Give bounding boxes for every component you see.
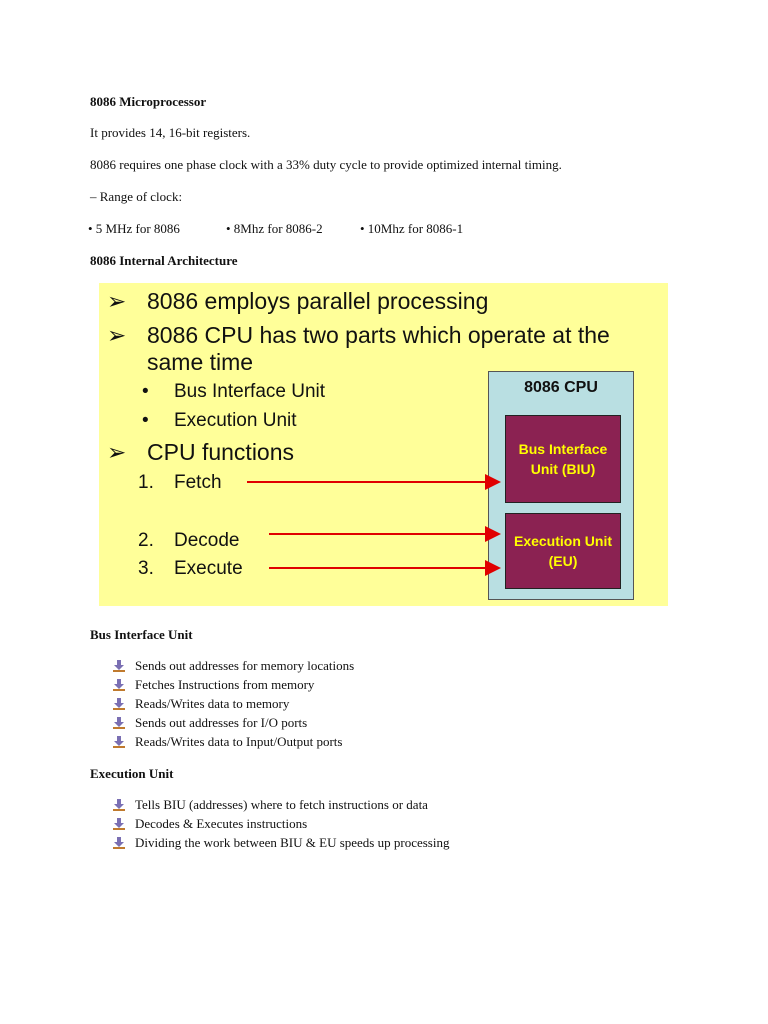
clock-item-8086-2: • 8Mhz for 8086-2 [226, 221, 323, 236]
slide-line-two-parts: 8086 CPU has two parts which operate at the [147, 322, 610, 348]
list-item [113, 795, 449, 814]
bullet-icon [113, 837, 125, 849]
list-item [113, 713, 354, 732]
fetch-number: 1. [138, 472, 154, 493]
slide-line-same-time: same time [147, 349, 254, 375]
eu-item: Dividing the work between BIU & EU speeds up processing [135, 835, 450, 850]
eu-item: Tells BIU (addresses) where to fetch instructions or data [135, 797, 428, 812]
decode-label: Decode [174, 530, 240, 551]
slide-arrow-bullet: ➢ [107, 288, 127, 314]
biu-heading: Bus Interface Unit [90, 627, 193, 642]
slide-dot-bullet: • [142, 410, 149, 431]
biu-item: Sends out addresses for memory locations [135, 658, 355, 673]
list-item [113, 675, 354, 694]
biu-item: Fetches Instructions from memory [135, 677, 315, 692]
arch-heading: 8086 Internal Architecture [90, 253, 238, 268]
execute-label: Execute [174, 558, 243, 579]
biu-block-line2: Unit (BIU) [530, 461, 596, 477]
clock-text: 8086 requires one phase clock with a 33% duty cycle to provide optimized internal timing. [90, 157, 562, 172]
slide-arrow-bullet: ➢ [107, 439, 127, 465]
clock-item-8086-1: • 10Mhz for 8086-1 [360, 221, 464, 236]
list-item [113, 732, 354, 751]
doc-title: 8086 Microprocessor [90, 94, 207, 109]
eu-block-line1: Execution Unit [513, 533, 612, 549]
eu-heading: Execution Unit [90, 766, 174, 781]
bullet-icon [113, 717, 125, 729]
slide-dot-bullet: • [142, 381, 149, 402]
biu-block-line1: Bus Interface [518, 441, 608, 457]
slide-arrow-bullet: ➢ [107, 322, 127, 348]
slide-line-parallel: 8086 employs parallel processing [147, 288, 489, 314]
list-item [113, 694, 354, 713]
eu-block-line2: (EU) [548, 553, 578, 569]
architecture-slide [99, 283, 668, 606]
slide-sub-biu: Bus Interface Unit [174, 381, 326, 402]
bullet-icon [113, 736, 125, 748]
biu-item: Reads/Writes data to memory [135, 696, 290, 711]
bullet-icon [113, 799, 125, 811]
clock-item-8086: • 5 MHz for 8086 [88, 221, 180, 236]
biu-list [113, 656, 354, 751]
biu-item: Reads/Writes data to Input/Output ports [135, 734, 343, 749]
registers-text: It provides 14, 16-bit registers. [90, 125, 251, 140]
bullet-icon [113, 660, 125, 672]
slide-line-cpu-functions: CPU functions [147, 439, 295, 465]
execute-number: 3. [138, 558, 154, 579]
bullet-icon [113, 679, 125, 691]
decode-number: 2. [138, 530, 154, 551]
clock-range-label: – Range of clock: [90, 189, 183, 204]
cpu-title: 8086 CPU [524, 379, 598, 396]
list-item [113, 656, 354, 675]
list-item [113, 833, 449, 852]
biu-item: Sends out addresses for I/O ports [135, 715, 308, 730]
slide-sub-eu: Execution Unit [174, 410, 297, 431]
function-arrows [99, 283, 668, 606]
bullet-icon [113, 698, 125, 710]
eu-item: Decodes & Executes instructions [135, 816, 308, 831]
list-item [113, 814, 449, 833]
bullet-icon [113, 818, 125, 830]
fetch-label: Fetch [174, 472, 222, 493]
eu-list [113, 795, 449, 852]
